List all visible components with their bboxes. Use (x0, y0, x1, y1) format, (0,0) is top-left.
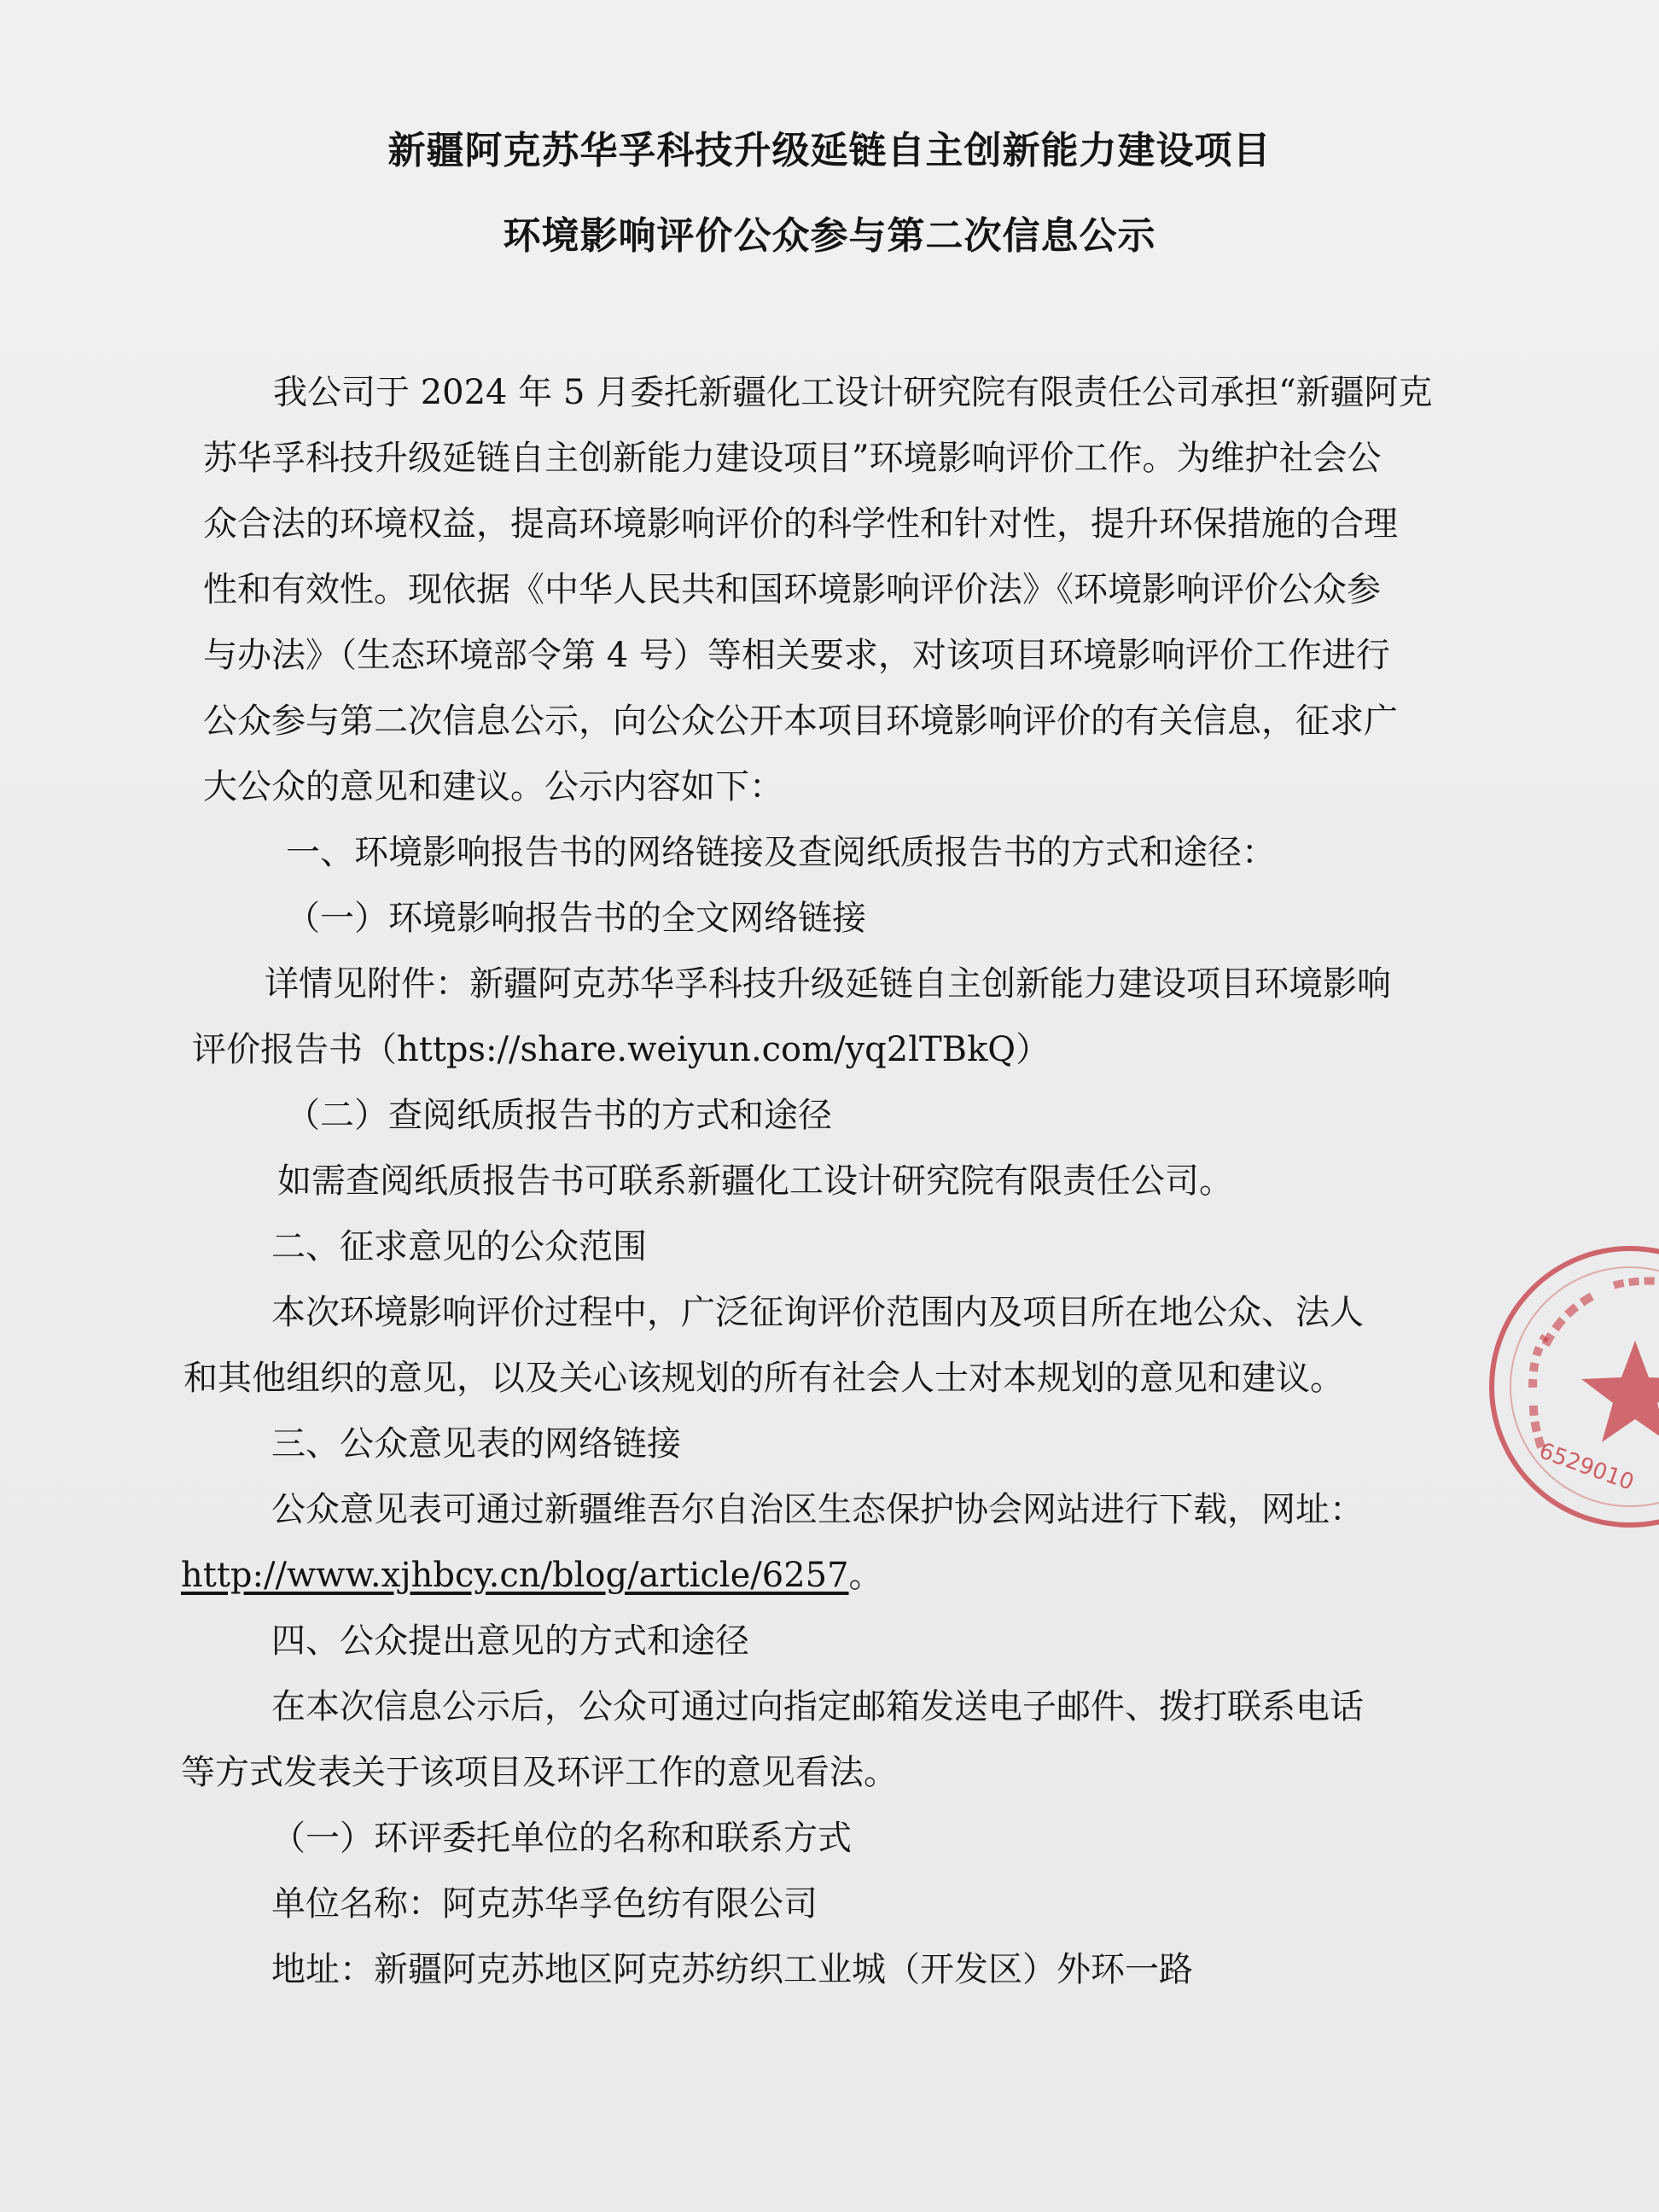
section1-detail-line1: 详情见附件：新疆阿克苏华孚科技升级延链自主创新能力建设项目环境影响 (265, 964, 1391, 1004)
section4-text-line1: 在本次信息公示后，公众可通过向指定邮箱发送电子邮件、拨打联系电话 (271, 1687, 1364, 1726)
intro-line-3: 众合法的环境权益，提高环境影响评价的科学性和针对性，提升环保措施的合理 (203, 504, 1398, 544)
section3-text: 公众意见表可通过新疆维吾尔自治区生态保护协会网站进行下载，网址： (271, 1490, 1364, 1529)
intro-line-6: 公众参与第二次信息公示，向公众公开本项目环境影响评价的有关信息，征求广 (203, 701, 1398, 741)
section2-text-line1: 本次环境影响评价过程中，广泛征询评价范围内及项目所在地公众、法人 (271, 1293, 1364, 1332)
section3-url-end: 。 (848, 1556, 883, 1595)
intro-line-5: 与办法》（生态环境部令第 4 号）等相关要求，对该项目环境影响评价工作进行 (203, 636, 1390, 675)
intro-line-2: 苏华孚科技升级延链自主创新能力建设项目”环境影响评价工作。为维护社会公 (203, 439, 1382, 478)
intro-line-1: 我公司于 2024 年 5 月委托新疆化工设计研究院有限责任公司承担“新疆阿克 (273, 373, 1433, 412)
section4-heading: 四、公众提出意见的方式和途径 (271, 1621, 749, 1661)
section2-text-line2: 和其他组织的意见，以及关心该规划的所有社会人士对本规划的意见和建议。 (183, 1359, 1344, 1398)
section3-heading: 三、公众意见表的网络链接 (271, 1424, 681, 1464)
section1-sub2: （二）查阅纸质报告书的方式和途径 (286, 1096, 832, 1135)
section1-heading: 一、环境影响报告书的网络链接及查阅纸质报告书的方式和途径： (286, 833, 1276, 872)
document-title-line1: 新疆阿克苏华孚科技升级延链自主创新能力建设项目 (387, 129, 1272, 172)
section1-sub1: （一）环境影响报告书的全文网络链接 (286, 899, 866, 938)
official-seal (1489, 1246, 1659, 1528)
section4-sub1: （一）环评委托单位的名称和联系方式 (271, 1819, 852, 1858)
seal-star-icon (1494, 1251, 1659, 1533)
unit-name: 单位名称：阿克苏华孚色纺有限公司 (271, 1884, 818, 1924)
section3-url-line (181, 1555, 883, 1596)
section1-sub2-text: 如需查阅纸质报告书可联系新疆化工设计研究院有限责任公司。 (277, 1161, 1233, 1201)
section4-text-line2: 等方式发表关于该项目及环评工作的意见看法。 (181, 1753, 898, 1792)
intro-line-4: 性和有效性。现依据《中华人民共和国环境影响评价法》《环境影响评价公众参 (203, 570, 1381, 609)
seal-code-text: 6529010 (1535, 1438, 1638, 1496)
intro-line-7: 大公众的意见和建议。公示内容如下： (203, 767, 783, 806)
document-title-line2: 环境影响评价公众参与第二次信息公示 (503, 214, 1156, 258)
address: 地址：新疆阿克苏地区阿克苏纺织工业城（开发区）外环一路 (271, 1950, 1193, 1989)
section2-heading: 二、征求意见的公众范围 (271, 1227, 647, 1266)
section1-detail-line2: 评价报告书（https://share.weiyun.com/yq2lTBkQ） (192, 1030, 1051, 1069)
section3-url-link[interactable]: http://www.xjhbcy.cn/blog/article/6257 (181, 1556, 849, 1595)
